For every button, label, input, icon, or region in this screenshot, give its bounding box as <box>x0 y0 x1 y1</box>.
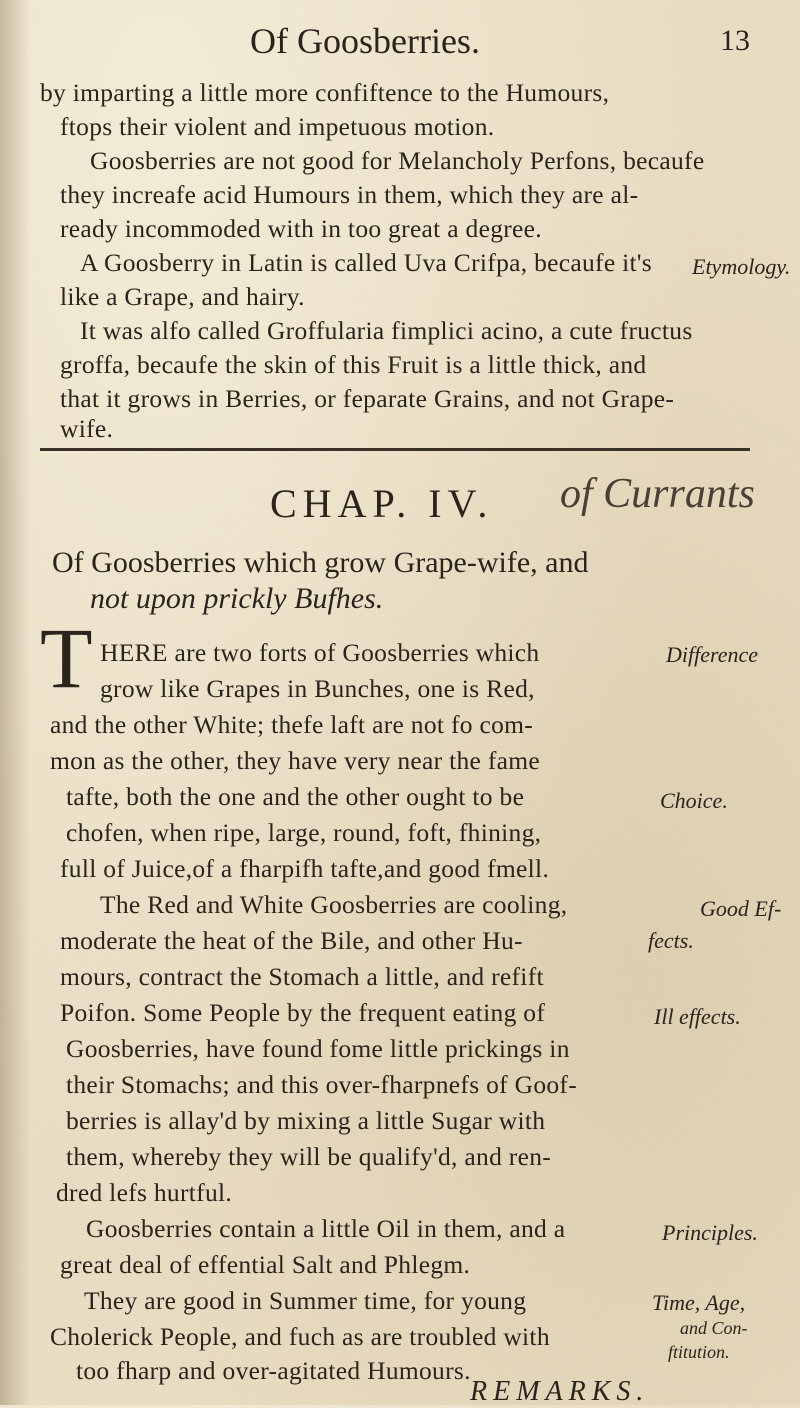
page-gutter-shadow <box>0 0 30 1405</box>
margin-note: fects. <box>648 928 694 953</box>
margin-note: and Con- <box>680 1318 748 1338</box>
text-line: mours, contract the Stomach a little, and refift <box>60 962 544 991</box>
text-line: wife. <box>60 414 114 443</box>
margin-note: ftitution. <box>668 1342 730 1362</box>
text-line: Poifon. Some People by the frequent eating of <box>60 998 546 1027</box>
text-line: Goosberries contain a little Oil in them, and a <box>86 1214 566 1243</box>
page-number: 13 <box>720 24 750 57</box>
drop-cap: T <box>40 610 93 706</box>
text-line: grow like Grapes in Bunches, one is Red, <box>100 674 535 703</box>
text-line: mon as the other, they have very near the fame <box>50 746 540 775</box>
chapter-subtitle: not upon prickly Bufhes. <box>90 582 384 615</box>
running-title: Of Goosberries. <box>250 21 480 61</box>
text-line: them, whereby they will be qualify'd, and ren- <box>66 1142 552 1171</box>
text-line: tafte, both the one and the other ought to be <box>66 782 525 811</box>
text-line: Goosberries, have found fome little prickings in <box>66 1034 570 1063</box>
running-header <box>0 20 800 64</box>
text-line: they increafe acid Humours in them, which they are al- <box>60 180 639 209</box>
section-divider <box>40 448 750 451</box>
text-line: ready incommoded with in too great a degree. <box>60 214 542 243</box>
text-line: too fharp and over-agitated Humours. <box>76 1356 471 1385</box>
margin-note: Etymology. <box>692 254 791 279</box>
chapter-subtitle: Of Goosberries which grow Grape-wife, and <box>52 546 589 579</box>
text-line: The Red and White Goosberries are cooling, <box>100 890 568 919</box>
text-line: and the other White; thefe laft are not fo com- <box>50 710 534 739</box>
text-line: Cholerick People, and fuch as are troubled with <box>50 1322 550 1351</box>
text-line: HERE are two forts of Goosberries which <box>100 638 540 667</box>
text-line: full of Juice,of a fharpifh tafte,and good fmell. <box>60 854 550 883</box>
margin-note: Principles. <box>662 1220 758 1245</box>
text-line: They are good in Summer time, for young <box>84 1286 527 1315</box>
margin-note: Good Ef- <box>700 896 782 921</box>
text-line: chofen, when ripe, large, round, foft, fhining, <box>66 818 542 847</box>
margin-note: Ill effects. <box>654 1004 741 1029</box>
text-line: groffa, becaufe the skin of this Fruit is a little thick, and <box>60 350 647 379</box>
handwritten-annotation: of Currants <box>560 471 755 517</box>
remarks-heading: REMARKS. <box>470 1376 650 1407</box>
text-line: dred lefs hurtful. <box>56 1178 233 1207</box>
text-line: It was alfo called Groffularia fimplici acino, a cute fructus <box>80 316 693 345</box>
text-line: great deal of effential Salt and Phlegm. <box>60 1250 471 1279</box>
text-line: their Stomachs; and this over-fharpnefs of Goof- <box>66 1070 578 1099</box>
text-line: moderate the heat of the Bile, and other Hu- <box>60 926 523 955</box>
text-line: ftops their violent and impetuous motion. <box>60 112 495 141</box>
chapter-heading: CHAP. IV. <box>270 481 494 526</box>
text-line: by imparting a little more confiftence to the Humours, <box>40 78 610 107</box>
margin-note: Time, Age, <box>652 1290 746 1315</box>
text-line: like a Grape, and hairy. <box>60 282 305 311</box>
text-line: berries is allay'd by mixing a little Sugar with <box>66 1106 546 1135</box>
text-line: A Goosberry in Latin is called Uva Crifpa, becaufe it's <box>80 248 653 277</box>
text-line: that it grows in Berries, or feparate Grains, and not Grape- <box>60 384 675 413</box>
text-line: Goosberries are not good for Melancholy Perfons, becaufe <box>90 146 705 175</box>
margin-note: Choice. <box>660 788 728 813</box>
margin-note: Difference <box>666 642 759 667</box>
